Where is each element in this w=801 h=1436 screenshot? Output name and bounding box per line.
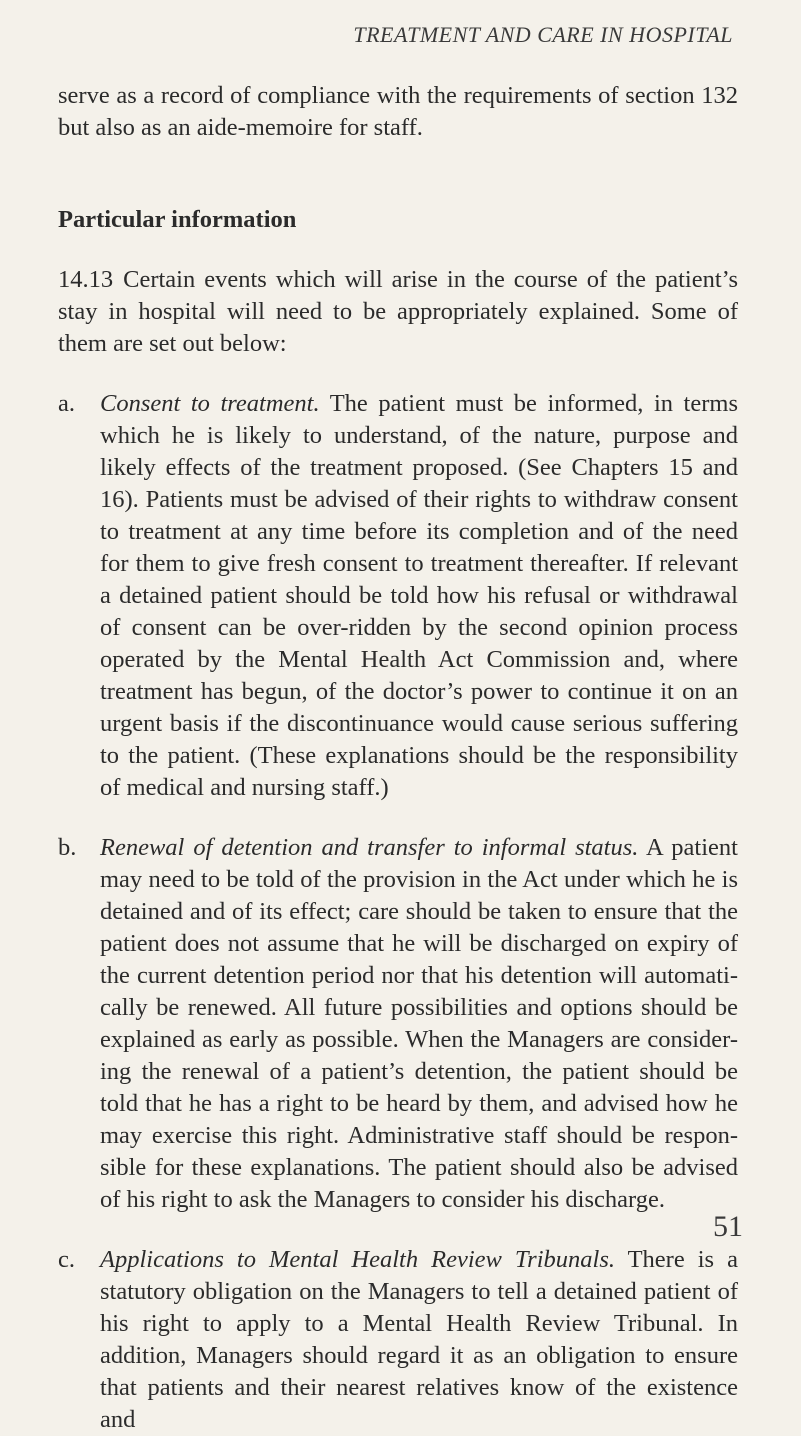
section-heading: Particular information [58, 206, 297, 233]
list-item-body [100, 832, 738, 1216]
list-item-body [100, 388, 738, 804]
page-number: 51 [713, 1210, 743, 1243]
list-item-marker: a. [58, 390, 75, 417]
intro-paragraph: serve as a record of compliance with the requirements of section 132 but also as an aide-memoire for staff. [58, 82, 738, 141]
list-item-text: The patient must be informed, in terms which he is likely to understand, of the nature, purpose and likely effects of the treatment proposed. (See Chapters 15 and 16). Patients must be advised of their rights to withdraw consent to treatment at any time before its completion and of the need for them to give fresh consent to treatment thereafter. If relevant a detained patient should be told how his refusal or withdrawal of consent can be over-ridden by the second opinion process operated by the Mental Health Act Commission and, where treatment has begun, of the doctor’s power to continue it on an urgent basis if the discontinuance would cause serious suffering to the patient. (These explanations should be the responsibility of medical and nursing staff.) [100, 390, 738, 801]
list-item-marker: c. [58, 1246, 75, 1273]
list-item-title: Renewal of detention and transfer to informal status. [100, 834, 639, 861]
list-item-marker: b. [58, 834, 77, 861]
list-item-body [100, 1244, 738, 1436]
section-text: Certain events which will arise in the course of the patient’s stay in hospital will need to be appropriately explained. Some of them are set out below: [58, 266, 738, 357]
page-body [58, 80, 738, 1436]
list-item [58, 388, 738, 804]
list-item-text: A patient may need to be told of the provision in the Act under which he is detained and of its effect; care should be taken to ensure that the patient does not assume that he will be discharged on expiry of the current detention period nor that his detention will automati-cally be renewed. All future possibilities and options should be explained as early as possible. When the Managers are consider-ing the renewal of a patient’s detention, the patient should be told that he has a right to be heard by them, and advised how he may exercise this right. Administrative staff should be respon-sible for these explanations. The patient should also be advised of his right to ask the Managers to consider his discharge. [100, 834, 738, 1213]
list-item [58, 1244, 738, 1436]
list-item [58, 832, 738, 1216]
list-item-title: Applications to Mental Health Review Tribunals. [100, 1246, 615, 1273]
section-number: 14.13 [58, 266, 114, 293]
list-item-title: Consent to treatment. [100, 390, 320, 417]
running-header: TREATMENT AND CARE IN HOSPITAL [353, 22, 733, 47]
section-paragraph [58, 264, 738, 360]
list-item-text: There is a statutory obligation on the Managers to tell a detained patient of his right to apply to a Mental Health Review Tribunal. In addition, Managers should regard it as an obligation to ensure that patients and their nearest relatives know of the existence and [100, 1246, 738, 1433]
